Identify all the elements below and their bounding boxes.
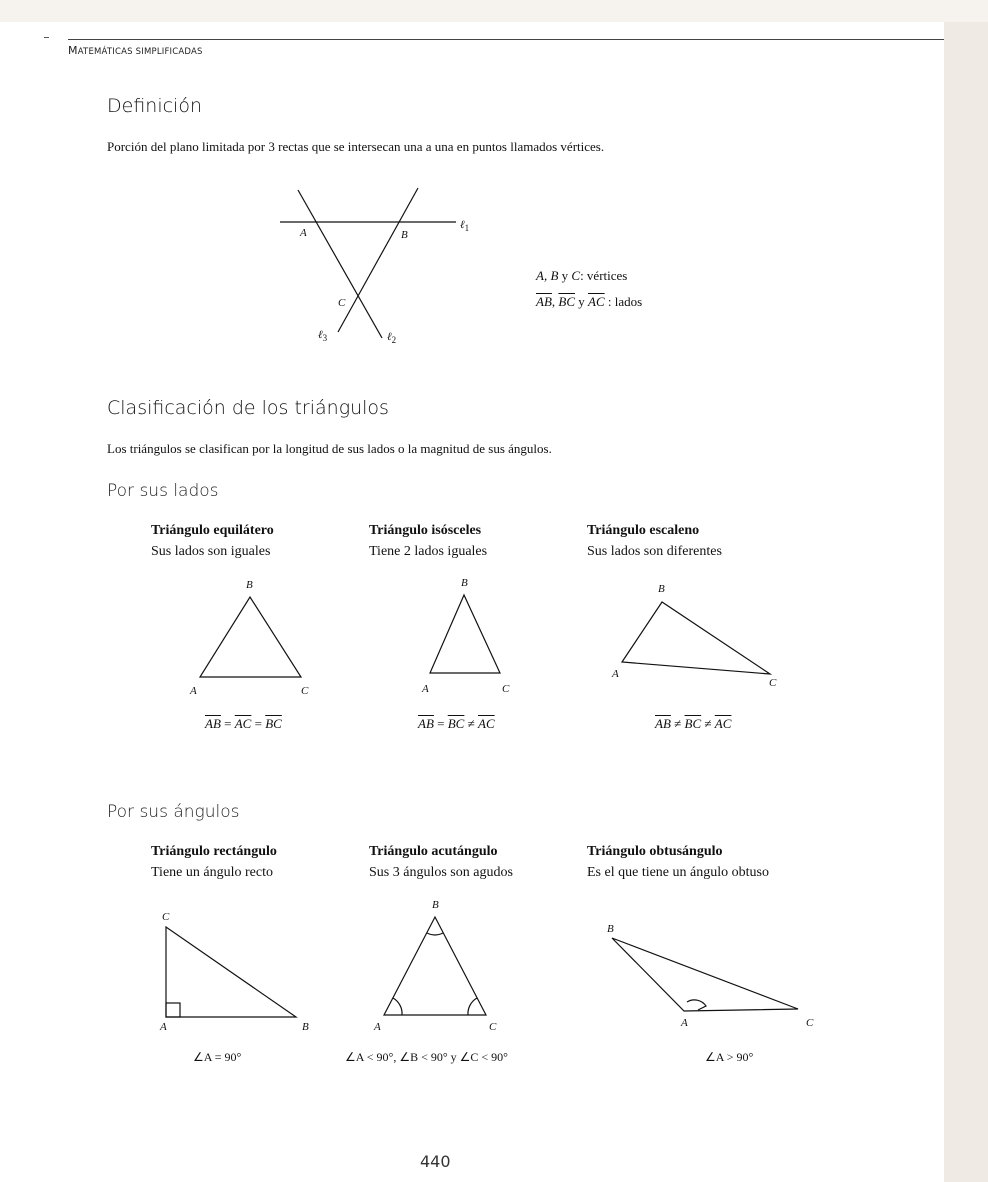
definition-text: Porción del plano limitada por 3 rectas que se intersecan una a una en puntos llamados vértices.	[107, 139, 605, 154]
equilateral-label-b: B	[246, 579, 253, 591]
scalene-sub: Sus lados son diferentes	[587, 544, 722, 559]
vertices-caption-y: y	[558, 268, 572, 283]
rel-ab: $\overline{AB}$	[418, 716, 434, 731]
angles-triangles	[0, 22, 944, 1182]
rel-ab: $\overline{AB}$	[655, 716, 671, 731]
sides-comma: ,	[551, 294, 559, 309]
obtuse-angle-a	[687, 1000, 706, 1010]
rel-op: ≠	[464, 716, 478, 731]
rel-op: =	[433, 716, 448, 731]
isosceles-label-a: A	[422, 683, 429, 695]
right-label-b: B	[302, 1021, 309, 1033]
line-label-l3-sub: 3	[322, 333, 328, 343]
vertices-caption-ab: A, B	[536, 268, 559, 283]
scalene-label-c: C	[769, 677, 777, 689]
acute-title: Triángulo acutángulo	[369, 844, 498, 859]
classification-text: Los triángulos se clasifican por la longitud de sus lados o la magnitud de sus ángulos.	[107, 441, 552, 456]
obtuse-label-b: B	[607, 923, 614, 935]
isosceles-label-b: B	[461, 577, 468, 589]
rel-op: =	[251, 716, 266, 731]
isosceles-label-c: C	[502, 683, 510, 695]
vertex-label-b: B	[401, 229, 408, 241]
rel-op: =	[220, 716, 235, 731]
document-page	[0, 22, 944, 1182]
rel-op: ≠	[701, 716, 715, 731]
page-number: 440	[420, 1152, 451, 1171]
acute-label-b: B	[432, 899, 439, 911]
rel-bc: $\overline{BC}$	[265, 716, 282, 731]
right-angle-mark	[166, 1003, 180, 1017]
running-head-cap: M	[68, 44, 78, 57]
obtuse-triangle	[612, 938, 798, 1011]
obtuse-relation: ∠A > 90°	[705, 1050, 754, 1064]
right-title: Triángulo rectángulo	[151, 844, 277, 859]
rel-ac: $\overline{AC}$	[478, 716, 495, 731]
rel-ac: $\overline{AC}$	[714, 716, 732, 731]
right-relation: ∠A = 90°	[193, 1050, 242, 1064]
vertices-caption-rest: : vértices	[580, 268, 628, 283]
isosceles-title: Triángulo isósceles	[369, 523, 482, 538]
rel-bc: $\overline{BC}$	[447, 716, 465, 731]
acute-angle-c	[468, 998, 477, 1015]
line-label-l2-sub: 2	[391, 335, 397, 345]
vertices-caption-c: C	[571, 268, 581, 283]
rel-bc: $\overline{BC}$	[684, 716, 702, 731]
right-label-c: C	[162, 911, 170, 923]
obtuse-label-c: C	[806, 1017, 814, 1029]
rel-ac: $\overline{AC}$	[234, 716, 252, 731]
scalene-label-a: A	[612, 668, 619, 680]
equilateral-sub: Sus lados son iguales	[151, 544, 271, 559]
vertex-label-a: A	[300, 227, 307, 239]
rel-ab: $\overline{AB}$	[205, 716, 221, 731]
line-label-l1-letter: ℓ	[460, 219, 465, 231]
right-sub: Tiene un ángulo recto	[151, 865, 273, 880]
acute-triangle	[384, 917, 486, 1015]
acute-angle-a	[393, 998, 402, 1015]
line-label-l2-letter: ℓ	[387, 331, 392, 343]
sides-y: y	[575, 294, 589, 309]
acute-angle-b	[427, 933, 443, 935]
classification-title: Clasificación de los triángulos	[107, 397, 389, 419]
obtuse-label-a: A	[681, 1017, 688, 1029]
equilateral-label-a: A	[190, 685, 197, 697]
acute-sub: Sus 3 ángulos son agudos	[369, 865, 513, 880]
isosceles-sub: Tiene 2 lados iguales	[369, 544, 488, 559]
definition-title: Definición	[107, 95, 202, 117]
by-sides-title: Por sus lados	[107, 481, 219, 501]
by-angles-title: Por sus ángulos	[107, 802, 240, 822]
acute-label-c: C	[489, 1021, 497, 1033]
scalene-label-b: B	[658, 583, 665, 595]
sides-rest: : lados	[604, 294, 643, 309]
side-ab: $\overline{AB}$	[536, 294, 552, 309]
line-label-l3-letter: ℓ	[318, 329, 323, 341]
vertex-label-c: C	[338, 297, 346, 309]
scalene-title: Triángulo escaleno	[587, 523, 700, 538]
acute-relation: ∠A < 90°, ∠B < 90° y ∠C < 90°	[345, 1050, 508, 1064]
right-triangle	[166, 927, 296, 1017]
right-label-a: A	[160, 1021, 167, 1033]
equilateral-title: Triángulo equilátero	[151, 523, 274, 538]
obtuse-sub: Es el que tiene un ángulo obtuso	[587, 865, 769, 880]
running-head-rest: ATEMÁTICAS SIMPLIFICADAS	[77, 47, 203, 57]
equilateral-label-c: C	[301, 685, 309, 697]
obtuse-title: Triángulo obtusángulo	[587, 844, 723, 859]
acute-label-a: A	[374, 1021, 381, 1033]
side-bc: $\overline{BC}$	[558, 294, 576, 309]
line-label-l1-sub: 1	[464, 223, 470, 233]
side-ac: $\overline{AC}$	[588, 294, 605, 309]
window-top-strip	[0, 0, 988, 22]
rel-op: ≠	[670, 716, 685, 731]
